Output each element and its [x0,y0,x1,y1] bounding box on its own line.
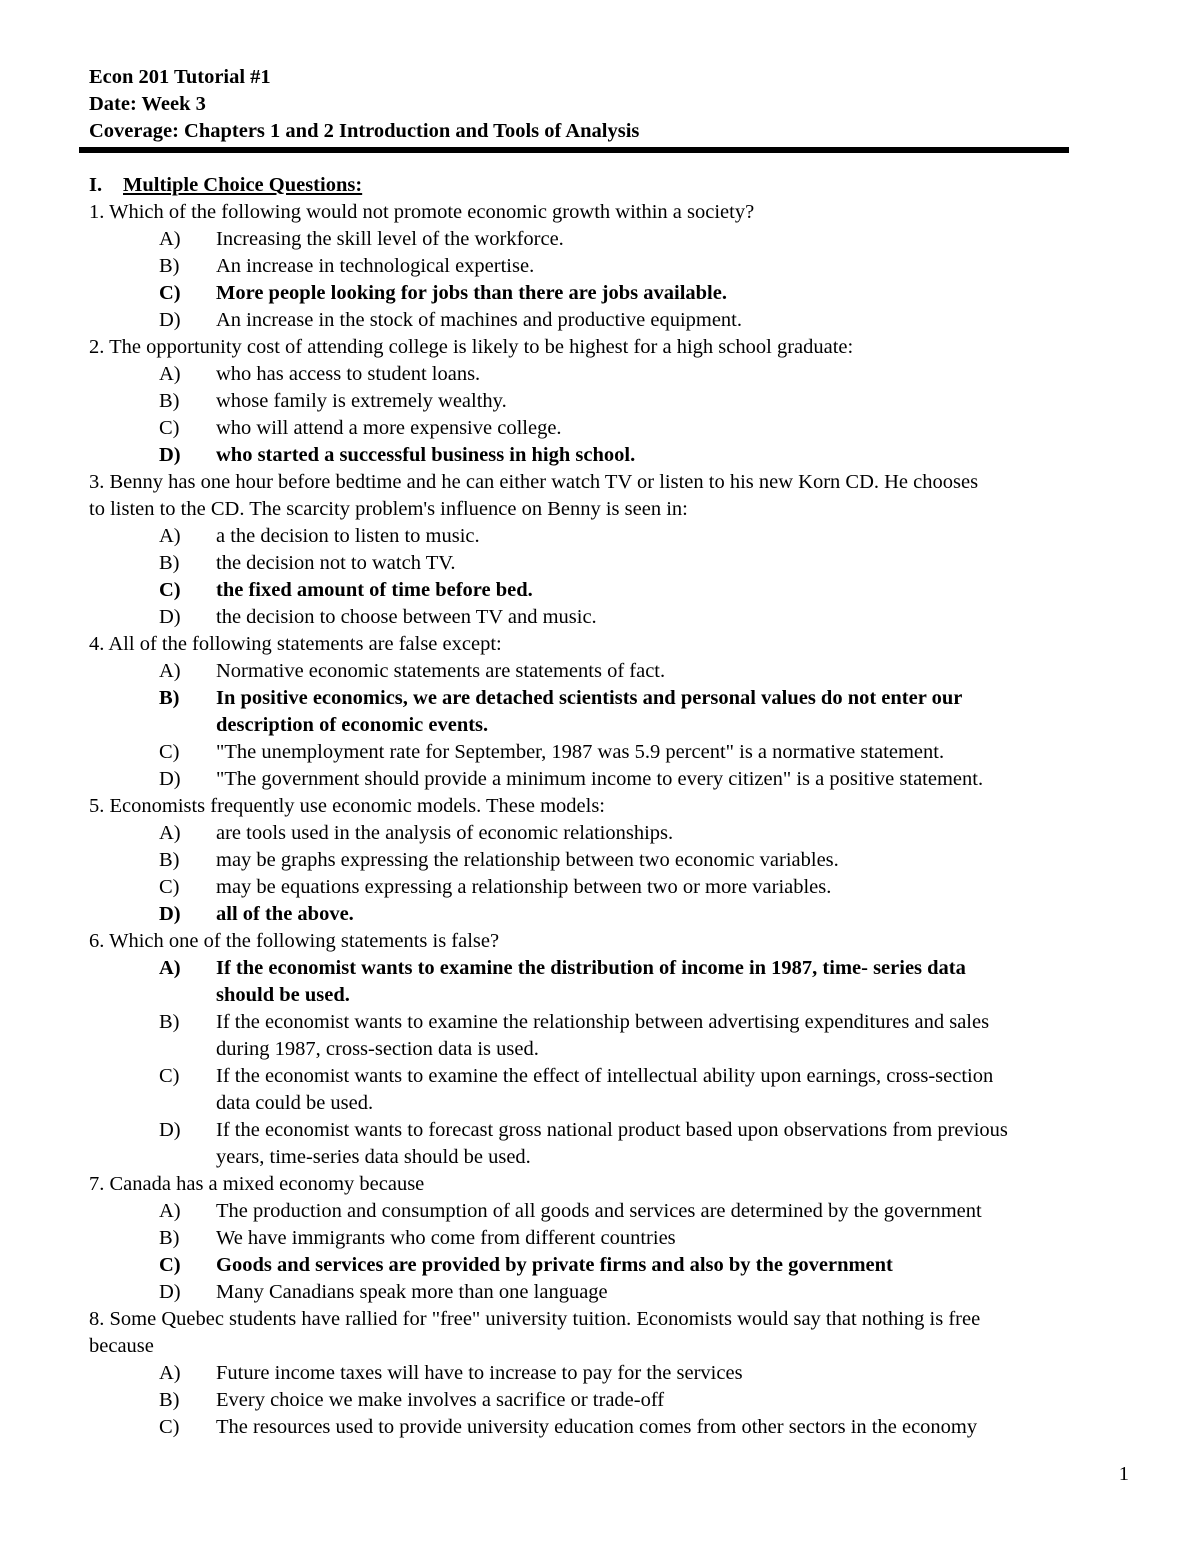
answer-option [89,955,1139,1009]
option-letter: C) [159,282,181,304]
option-text: Goods and services are provided by private firms and also by the government [216,1254,893,1276]
option-letter: B) [159,552,180,574]
answer-option [89,523,1139,550]
answer-option [89,1360,1139,1387]
option-text: We have immigrants who come from different countries [216,1227,676,1249]
option-text: An increase in the stock of machines and productive equipment. [216,309,743,331]
option-letter: C) [159,1254,181,1276]
option-text: "The government should provide a minimum income to every citizen" is a positive statement. [216,768,984,790]
answer-option [89,1198,1139,1225]
option-text: who will attend a more expensive college. [216,417,562,439]
question-4 [89,631,1139,793]
answer-option [89,415,1139,442]
option-letter: D) [159,444,181,466]
header-divider [79,147,1069,153]
option-letter: A) [159,957,181,979]
answer-option [89,820,1139,847]
option-text: Increasing the skill level of the workforce. [216,228,564,250]
course-title: Econ 201 Tutorial #1 [89,66,271,88]
option-text: If the economist wants to forecast gross national product based upon observations from previous [216,1119,1008,1141]
answer-option [89,874,1139,901]
option-text: should be used. [216,984,350,1006]
answer-option [89,550,1139,577]
option-text: Normative economic statements are statements of fact. [216,660,666,682]
option-letter: B) [159,849,180,871]
option-letter: D) [159,309,181,331]
question-stem: to listen to the CD. The scarcity problem's influence on Benny is seen in: [89,498,688,520]
question-stem: 2. The opportunity cost of attending college is likely to be highest for a high school graduate: [89,336,854,358]
option-letter: C) [159,741,180,763]
answer-option [89,847,1139,874]
option-letter: B) [159,1227,180,1249]
option-letter: B) [159,390,180,412]
option-text: Future income taxes will have to increase to pay for the services [216,1362,743,1384]
answer-option [89,1117,1139,1171]
answer-option [89,604,1139,631]
option-text: If the economist wants to examine the distribution of income in 1987, time- series data [216,957,966,979]
option-text: the fixed amount of time before bed. [216,579,533,601]
option-text: a the decision to listen to music. [216,525,480,547]
answer-option [89,685,1139,739]
option-text: If the economist wants to examine the effect of intellectual ability upon earnings, cross-section [216,1065,994,1087]
option-text: all of the above. [216,903,354,925]
question-stem: 8. Some Quebec students have rallied for "free" university tuition. Economists would say that nothing is free [89,1308,981,1330]
option-text: are tools used in the analysis of economic relationships. [216,822,674,844]
section-heading [89,172,1139,199]
option-text: Every choice we make involves a sacrifice or trade-off [216,1389,665,1411]
question-2 [89,334,1139,469]
option-text: "The unemployment rate for September, 1987 was 5.9 percent" is a normative statement. [216,741,945,763]
document-header [89,64,1089,145]
option-text: whose family is extremely wealthy. [216,390,507,412]
question-stem: 3. Benny has one hour before bedtime and he can either watch TV or listen to his new Korn CD. He chooses [89,471,979,493]
option-letter: B) [159,1389,180,1411]
answer-option [89,226,1139,253]
option-text: In positive economics, we are detached scientists and personal values do not enter our [216,687,963,709]
answer-option [89,307,1139,334]
option-text: More people looking for jobs than there are jobs available. [216,282,727,304]
option-letter: C) [159,417,180,439]
question-stem: 6. Which one of the following statements is false? [89,930,500,952]
option-letter: A) [159,228,181,250]
answer-option [89,1225,1139,1252]
option-text: may be graphs expressing the relationship between two economic variables. [216,849,839,871]
question-1 [89,199,1139,334]
option-letter: B) [159,687,180,709]
answer-option [89,1252,1139,1279]
answer-option [89,901,1139,928]
option-letter: D) [159,606,181,628]
answer-option [89,442,1139,469]
option-text: data could be used. [216,1092,374,1114]
answer-option [89,1387,1139,1414]
page-number: 1 [1118,1463,1129,1485]
questions-container [89,199,1139,1441]
answer-option [89,1009,1139,1063]
option-letter: C) [159,1065,180,1087]
question-stem: 7. Canada has a mixed economy because [89,1173,425,1195]
option-text: the decision not to watch TV. [216,552,456,574]
option-letter: D) [159,768,181,790]
option-letter: C) [159,579,181,601]
answer-option [89,658,1139,685]
option-letter: D) [159,1281,181,1303]
question-5 [89,793,1139,928]
answer-option [89,361,1139,388]
option-letter: C) [159,1416,180,1438]
question-stem: 4. All of the following statements are false except: [89,633,502,655]
answer-option [89,253,1139,280]
option-letter: B) [159,1011,180,1033]
answer-option [89,1063,1139,1117]
question-list [89,172,1139,1441]
option-letter: B) [159,255,180,277]
question-6 [89,928,1139,1171]
option-text: description of economic events. [216,714,489,736]
option-letter: A) [159,1200,181,1222]
answer-option [89,1414,1139,1441]
question-3 [89,469,1139,631]
tutorial-date: Date: Week 3 [89,93,206,115]
answer-option [89,577,1139,604]
answer-option [89,388,1139,415]
section-title: Multiple Choice Questions: [123,174,363,196]
option-text: the decision to choose between TV and music. [216,606,597,628]
option-letter: A) [159,822,181,844]
option-text: may be equations expressing a relationship between two or more variables. [216,876,832,898]
question-stem: because [89,1335,154,1357]
option-text: years, time-series data should be used. [216,1146,531,1168]
section-number: I. [89,174,103,196]
option-letter: A) [159,660,181,682]
option-text: The production and consumption of all goods and services are determined by the government [216,1200,982,1222]
answer-option [89,280,1139,307]
option-text: The resources used to provide university education comes from other sectors in the economy [216,1416,978,1438]
answer-option [89,739,1139,766]
question-stem: 5. Economists frequently use economic models. These models: [89,795,606,817]
question-7 [89,1171,1139,1306]
option-letter: A) [159,525,181,547]
option-text: during 1987, cross-section data is used. [216,1038,539,1060]
answer-option [89,1279,1139,1306]
option-text: If the economist wants to examine the relationship between advertising expenditures and sales [216,1011,990,1033]
option-letter: C) [159,876,180,898]
option-letter: D) [159,903,181,925]
option-text: Many Canadians speak more than one language [216,1281,608,1303]
question-stem: 1. Which of the following would not promote economic growth within a society? [89,201,755,223]
answer-option [89,766,1139,793]
coverage-line: Coverage: Chapters 1 and 2 Introduction and Tools of Analysis [89,120,640,142]
option-text: who started a successful business in high school. [216,444,636,466]
option-text: An increase in technological expertise. [216,255,535,277]
question-8 [89,1306,1139,1441]
option-text: who has access to student loans. [216,363,481,385]
option-letter: A) [159,1362,181,1384]
option-letter: A) [159,363,181,385]
option-letter: D) [159,1119,181,1141]
